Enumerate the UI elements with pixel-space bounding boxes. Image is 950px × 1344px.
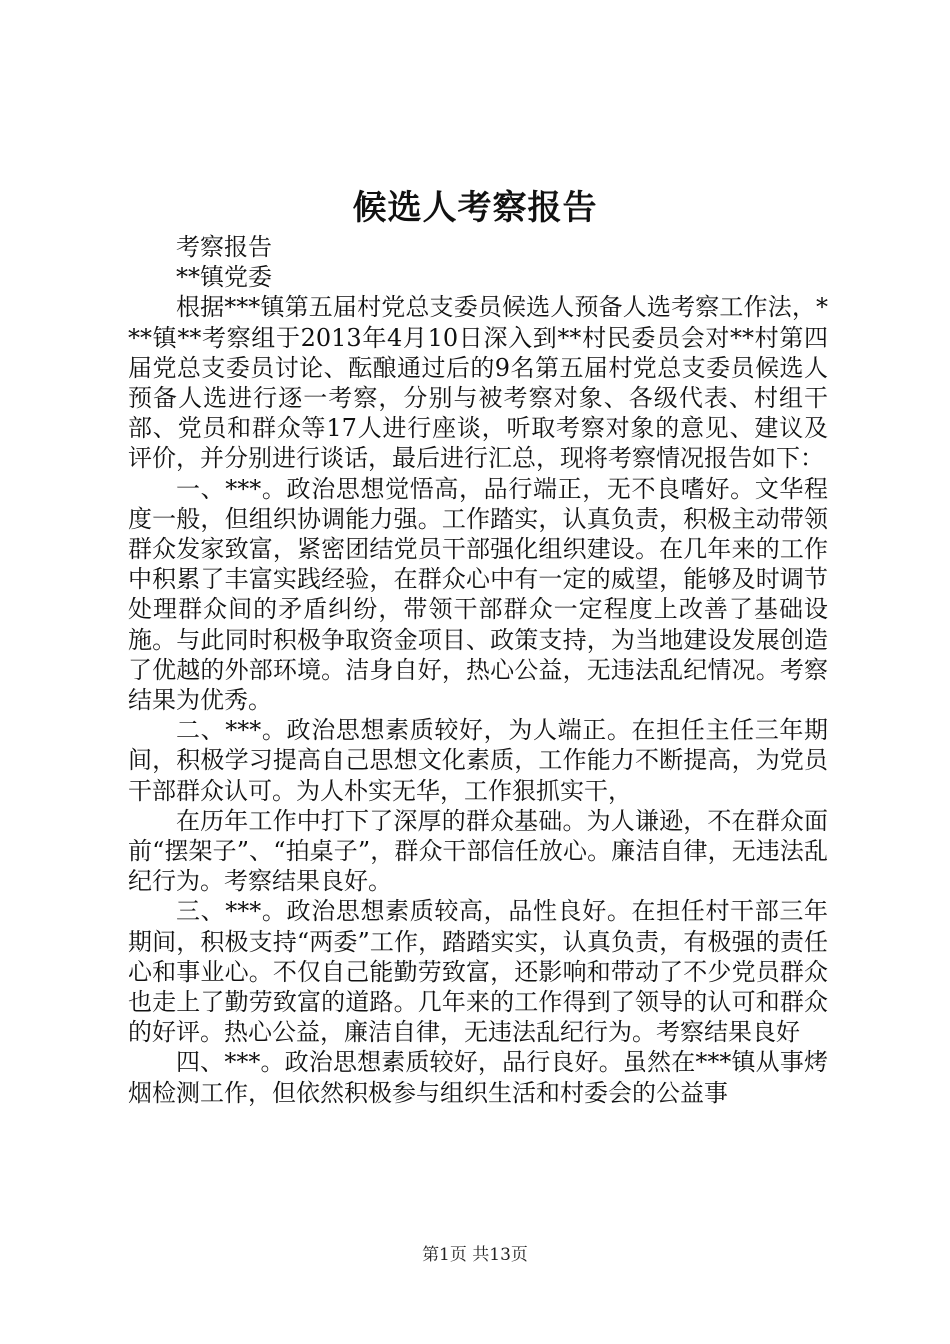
- paragraph-candidate-2: 二、***。政治思想素质较好，为人端正。在担任主任三年期间，积极学习提高自己思想文化素质，工作能力不断提高，为党员干部群众认可。为人朴实无华，工作狠抓实干，: [128, 716, 828, 805]
- document-title: 候选人考察报告: [352, 188, 598, 228]
- paragraph-candidate-3: 三、***。政治思想素质较高，品性良好。在担任村干部三年期间，积极支持“两委”工作，踏踏实实，认真负责，有极强的责任心和事业心。不仅自己能勤劳致富，还影响和带动了不少党员群众也走上了勤劳致富的道路。几年来的工作得到了领导的认可和群众的好评。热心公益，廉洁自律，无违法乱纪行为。考察结果良好: [128, 897, 828, 1047]
- paragraph-heading: 考察报告: [176, 233, 272, 261]
- paragraph-intro: 根据***镇第五届村党总支委员候选人预备人选考察工作法，***镇**考察组于2013年4月10日深入到**村民委员会对**村第四届党总支委员讨论、酝酿通过后的9名第五届村党总支委员候选人预备人选进行逐一考察，分别与被考察对象、各级代表、村组干部、党员和群众等17人进行座谈，听取考察对象的意见、建议及评价，并分别进行谈话，最后进行汇总，现将考察情况报告如下：: [128, 293, 828, 473]
- paragraph-recipient: **镇党委: [176, 263, 272, 292]
- paragraph-candidate-2-cont: 在历年工作中打下了深厚的群众基础。为人谦逊，不在群众面前“摆架子”、“拍桌子”，群众干部信任放心。廉洁自律，无违法乱纪行为。考察结果良好。: [128, 806, 828, 896]
- document-body: [128, 232, 828, 1108]
- paragraph-candidate-4: 四、***。政治思想素质较好，品行良好。虽然在***镇从事烤烟检测工作，但依然积极参与组织生活和村委会的公益事: [128, 1048, 828, 1107]
- page-footer: 第1页 共13页: [422, 1245, 528, 1265]
- paragraph-candidate-1: 一、***。政治思想觉悟高，品行端正，无不良嗜好。文华程度一般，但组织协调能力强。工作踏实，认真负责，积极主动带领群众发家致富，紧密团结党员干部强化组织建设。在几年来的工作中积累了丰富实践经验，在群众心中有一定的威望，能够及时调节处理群众间的矛盾纠纷，带领干部群众一定程度上改善了基础设施。与此同时积极争取资金项目、政策支持，为当地建设发展创造了优越的外部环境。洁身自好，热心公益，无违法乱纪情况。考察结果为优秀。: [128, 474, 828, 715]
